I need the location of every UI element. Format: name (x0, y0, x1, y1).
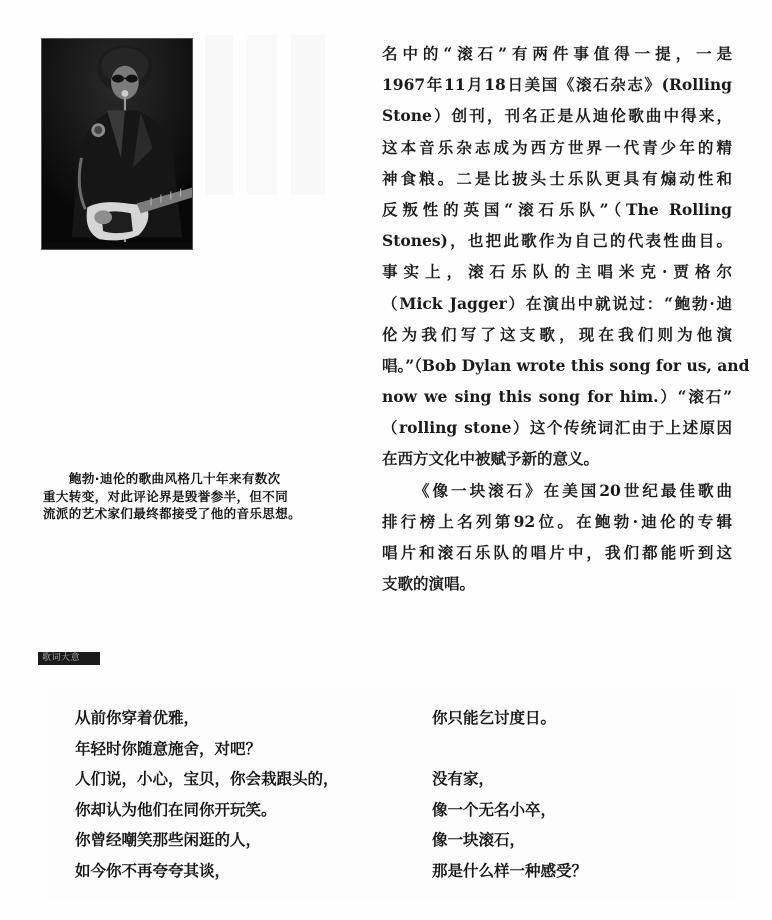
performer-photo (41, 38, 193, 250)
lyric-line: 没有家， (432, 770, 495, 788)
lyric-line: 你却认为他们在同你开玩笑。 (75, 800, 277, 819)
body-line: 排行榜上名列第92位。在鲍勃·迪伦的专辑 (382, 511, 732, 531)
body-line: 名中的“滚石”有两件事值得一提，一是 (382, 44, 732, 63)
caption-line: 流派的艺术家们最终都接受了他的音乐思想。 (43, 506, 302, 521)
body-line: （Mick Jagger）在演出中就说过：“鲍勃·迪 (382, 293, 732, 313)
body-line: 反叛性的英国“滚石乐队”（The Rolling (382, 199, 732, 219)
lyric-line: 你曾经嘲笑那些闲逛的人， (75, 831, 262, 849)
lyric-line: 人们说，小心，宝贝，你会栽跟头的， (75, 770, 339, 788)
body-line: 1967年11月18日美国《滚石杂志》(Rolling (382, 75, 732, 95)
lyric-line: 如今你不再夸夸其谈， (75, 861, 231, 880)
lyrics-section-label: 歌词大意 (38, 652, 100, 665)
body-line: （rolling stone）这个传统词汇由于上述原因 (382, 418, 732, 438)
lyric-line: 像一块滚石， (432, 831, 526, 849)
caption-line: 重大转变，对此评论界是毁誉参半，但不同 (43, 488, 289, 504)
lyric-line: 那是什么样一种感受？ (432, 861, 588, 880)
photo-caption (43, 470, 343, 523)
lyric-line: 像一个无名小卒， (432, 800, 557, 819)
lyric-line: 从前你穿着优雅， (75, 709, 200, 727)
lyrics-column-right (432, 703, 587, 886)
body-line: 唱。”（Bob Dylan wrote this song for us, and (382, 355, 750, 375)
body-line: 支歌的演唱。 (382, 574, 476, 594)
paper-bleed-through (195, 35, 375, 195)
lyrics-column-left (75, 703, 339, 886)
body-line: 《像一块滚石》在美国20世纪最佳歌曲 (414, 480, 732, 500)
photo-image-icon (42, 39, 192, 249)
lyric-line-blank (432, 734, 587, 765)
lyric-line: 你只能乞讨度日。 (432, 709, 557, 727)
body-text (382, 38, 750, 599)
body-line: now we sing this song for him.）“滚石” (382, 387, 732, 407)
body-line: 神食粮。二是比披头士乐队更具有煽动性和 (382, 168, 732, 188)
body-line: Stones)，也把此歌作为自己的代表性曲目。 (382, 231, 732, 251)
lyric-line: 年轻时你随意施舍，对吧？ (75, 739, 262, 758)
caption-line: 鲍勃·迪伦的歌曲风格几十年来有数次 (69, 471, 281, 486)
body-line: 伦为我们写了这支歌，现在我们则为他演 (382, 324, 732, 344)
body-line: Stone）创刊，刊名正是从迪伦歌曲中得来， (382, 106, 732, 126)
body-line: 这本音乐杂志成为西方世界一代青少年的精 (382, 137, 732, 157)
body-line: 事实上，滚石乐队的主唱米克·贾格尔 (382, 262, 732, 282)
body-line: 在西方文化中被赋予新的意义。 (382, 449, 600, 469)
body-line: 唱片和滚石乐队的唱片中，我们都能听到这 (382, 543, 732, 562)
